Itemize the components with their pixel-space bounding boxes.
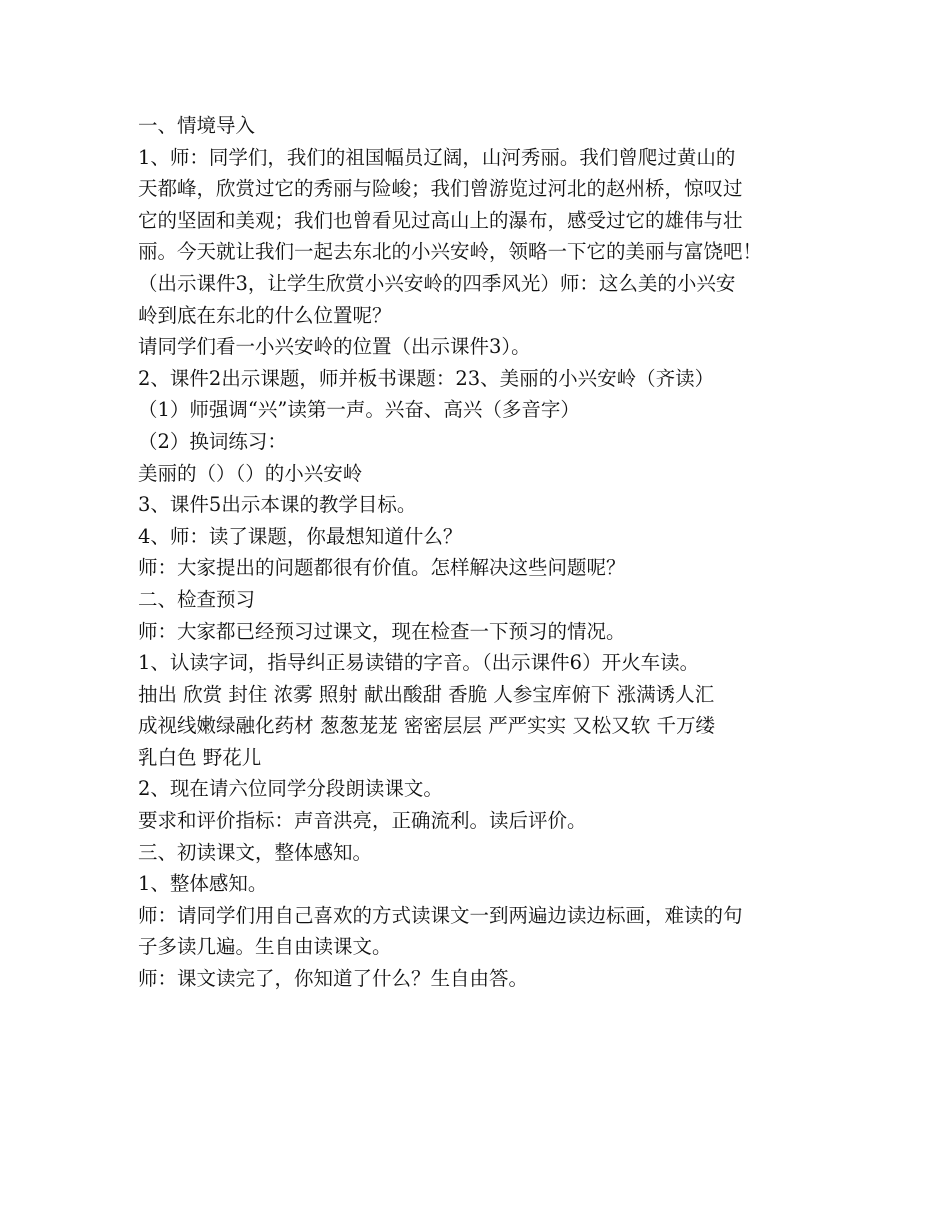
paragraph-line: 师：大家都已经预习过课文，现在检查一下预习的情况。: [138, 619, 626, 643]
document-page: [138, 110, 818, 995]
paragraph-line: 丽。今天就让我们一起去东北的小兴安岭，领略一下它的美丽与富饶吧！: [138, 240, 763, 264]
paragraph-line: 3、课件5出示本课的教学目标。: [138, 493, 417, 517]
paragraph-line: 要求和评价指标：声音洪亮，正确流利。读后评价。: [138, 809, 587, 833]
paragraph-line: 岭到底在东北的什么位置呢？: [138, 303, 392, 327]
vocabulary-line: 乳白色 野花儿: [138, 745, 262, 769]
paragraph-line: 子多读几遍。生自由读课文。: [138, 935, 392, 959]
paragraph-line: 2、课件2出示课题，师并板书课题：23、美丽的小兴安岭（齐读）: [138, 366, 715, 390]
paragraph-line: （1）师强调“兴”读第一声。兴奋、高兴（多音字）: [138, 398, 580, 422]
paragraph-line: 请同学们看一小兴安岭的位置（出示课件3）。: [138, 335, 531, 359]
paragraph-line: 1、认读字词，指导纠正易读错的字音。（出示课件6）开火车读。: [138, 651, 700, 675]
section-heading: 三、初读课文，整体感知。: [138, 840, 373, 864]
section-heading: 一、情境导入: [138, 114, 256, 137]
vocabulary-line: 成视线嫩绿融化药材 葱葱茏茏 密密层层 严严实实 又松又软 千万缕: [138, 714, 715, 738]
paragraph-line: 师：课文读完了，你知道了什么？生自由答。: [138, 967, 529, 991]
paragraph-line: （2）换词练习：: [138, 429, 287, 453]
paragraph-line: 2、现在请六位同学分段朗读课文。: [138, 777, 443, 801]
section-heading: 二、检查预习: [138, 587, 256, 611]
paragraph-line: 1、整体感知。: [138, 872, 268, 896]
paragraph-line: 美丽的（）（）的小兴安岭: [138, 461, 363, 485]
paragraph-line: 4、师：读了课题，你最想知道什么？: [138, 524, 463, 548]
paragraph-line: （出示课件3，让学生欣赏小兴安岭的四季风光）师：这么美的小兴安: [138, 271, 736, 295]
vocabulary-line: 抽出 欣赏 封住 浓雾 照射 献出酸甜 香脆 人参宝库俯下 涨满诱人汇: [138, 682, 715, 706]
paragraph-line: 它的坚固和美观；我们也曾看见过高山上的瀑布，感受过它的雄伟与壮: [138, 208, 743, 232]
paragraph-line: 师：请同学们用自己喜欢的方式读课文一到两遍边读边标画，难读的句: [138, 903, 743, 927]
paragraph-line: 师：大家提出的问题都很有价值。怎样解决这些问题呢？: [138, 556, 626, 580]
paragraph-line: 天都峰，欣赏过它的秀丽与险峻；我们曾游览过河北的赵州桥，惊叹过: [138, 177, 743, 201]
paragraph-line: 1、师：同学们，我们的祖国幅员辽阔，山河秀丽。我们曾爬过黄山的: [138, 145, 736, 169]
